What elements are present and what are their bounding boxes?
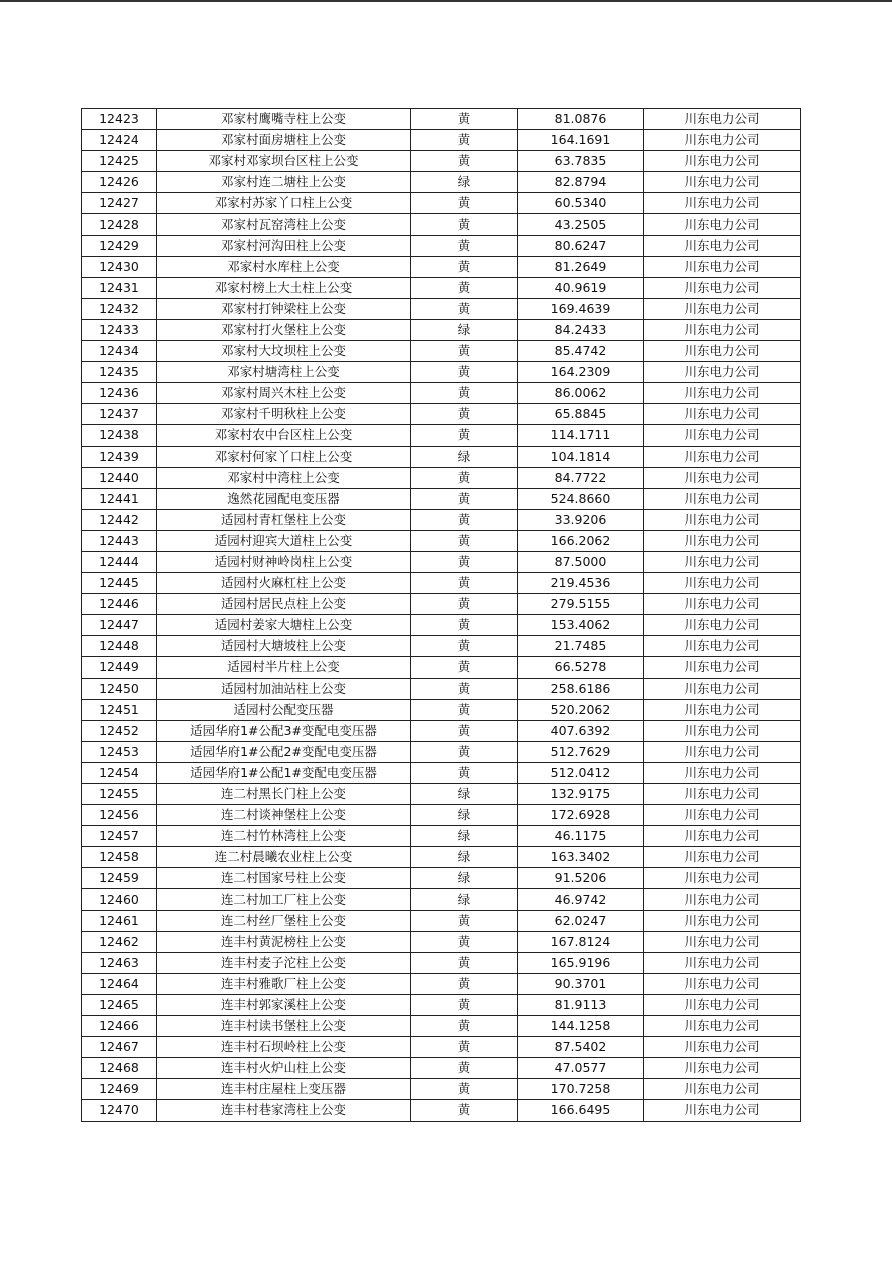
value-cell: 65.8845	[518, 404, 644, 425]
value-cell: 512.0412	[518, 762, 644, 783]
value-cell: 46.9742	[518, 889, 644, 910]
level-cell: 黄	[411, 636, 518, 657]
value-cell: 46.1175	[518, 826, 644, 847]
level-cell: 绿	[411, 805, 518, 826]
company-cell: 川东电力公司	[644, 615, 801, 636]
table-row	[82, 277, 801, 298]
level-cell: 绿	[411, 826, 518, 847]
value-cell: 33.9206	[518, 509, 644, 530]
row-id-cell: 12455	[82, 784, 157, 805]
row-id-cell: 12452	[82, 720, 157, 741]
row-id-cell: 12437	[82, 404, 157, 425]
value-cell: 169.4639	[518, 298, 644, 319]
value-cell: 219.4536	[518, 573, 644, 594]
station-name-cell: 适园村半片柱上公变	[157, 657, 411, 678]
table-row	[82, 699, 801, 720]
row-id-cell: 12456	[82, 805, 157, 826]
station-name-cell: 连二村黑长门柱上公变	[157, 784, 411, 805]
station-name-cell: 适园村迎宾大道柱上公变	[157, 530, 411, 551]
level-cell: 黄	[411, 1058, 518, 1079]
level-cell: 绿	[411, 319, 518, 340]
table-row	[82, 1058, 801, 1079]
row-id-cell: 12429	[82, 235, 157, 256]
table-row	[82, 530, 801, 551]
value-cell: 80.6247	[518, 235, 644, 256]
level-cell: 黄	[411, 741, 518, 762]
level-cell: 绿	[411, 784, 518, 805]
level-cell: 黄	[411, 573, 518, 594]
value-cell: 164.2309	[518, 362, 644, 383]
table-row	[82, 573, 801, 594]
row-id-cell: 12457	[82, 826, 157, 847]
company-cell: 川东电力公司	[644, 130, 801, 151]
level-cell: 黄	[411, 994, 518, 1015]
row-id-cell: 12463	[82, 952, 157, 973]
company-cell: 川东电力公司	[644, 1058, 801, 1079]
company-cell: 川东电力公司	[644, 235, 801, 256]
table-row	[82, 467, 801, 488]
table-row	[82, 1100, 801, 1121]
level-cell: 黄	[411, 277, 518, 298]
station-name-cell: 邓家村周兴木柱上公变	[157, 383, 411, 404]
company-cell: 川东电力公司	[644, 1037, 801, 1058]
table-row	[82, 551, 801, 572]
company-cell: 川东电力公司	[644, 573, 801, 594]
station-name-cell: 连丰村郭家溪柱上公变	[157, 994, 411, 1015]
company-cell: 川东电力公司	[644, 910, 801, 931]
company-cell: 川东电力公司	[644, 931, 801, 952]
station-name-cell: 连二村竹林湾柱上公变	[157, 826, 411, 847]
value-cell: 84.2433	[518, 319, 644, 340]
level-cell: 黄	[411, 214, 518, 235]
row-id-cell: 12432	[82, 298, 157, 319]
station-name-cell: 连丰村麦子沱柱上公变	[157, 952, 411, 973]
level-cell: 黄	[411, 910, 518, 931]
row-id-cell: 12424	[82, 130, 157, 151]
value-cell: 163.3402	[518, 847, 644, 868]
company-cell: 川东电力公司	[644, 784, 801, 805]
level-cell: 黄	[411, 720, 518, 741]
company-cell: 川东电力公司	[644, 425, 801, 446]
row-id-cell: 12428	[82, 214, 157, 235]
station-name-cell: 适园村大塘坡柱上公变	[157, 636, 411, 657]
station-name-cell: 适园村公配变压器	[157, 699, 411, 720]
table-row	[82, 657, 801, 678]
row-id-cell: 12439	[82, 446, 157, 467]
level-cell: 黄	[411, 509, 518, 530]
row-id-cell: 12460	[82, 889, 157, 910]
level-cell: 黄	[411, 383, 518, 404]
table-row	[82, 425, 801, 446]
company-cell: 川东电力公司	[644, 341, 801, 362]
table-row	[82, 889, 801, 910]
row-id-cell: 12467	[82, 1037, 157, 1058]
station-name-cell: 邓家村邓家坝台区柱上公变	[157, 151, 411, 172]
station-name-cell: 邓家村瓦窑湾柱上公变	[157, 214, 411, 235]
station-name-cell: 连二村晨曦农业柱上公变	[157, 847, 411, 868]
value-cell: 81.9113	[518, 994, 644, 1015]
table-row	[82, 720, 801, 741]
station-name-cell: 邓家村连二塘柱上公变	[157, 172, 411, 193]
level-cell: 绿	[411, 847, 518, 868]
value-cell: 82.8794	[518, 172, 644, 193]
table-row	[82, 193, 801, 214]
row-id-cell: 12459	[82, 868, 157, 889]
table-row	[82, 319, 801, 340]
company-cell: 川东电力公司	[644, 404, 801, 425]
table-row	[82, 130, 801, 151]
company-cell: 川东电力公司	[644, 636, 801, 657]
value-cell: 172.6928	[518, 805, 644, 826]
company-cell: 川东电力公司	[644, 488, 801, 509]
value-cell: 21.7485	[518, 636, 644, 657]
station-name-cell: 邓家村千明秋柱上公变	[157, 404, 411, 425]
station-name-cell: 适园华府1#公配3#变配电变压器	[157, 720, 411, 741]
station-name-cell: 适园村火麻杠柱上公变	[157, 573, 411, 594]
row-id-cell: 12458	[82, 847, 157, 868]
station-name-cell: 邓家村中湾柱上公变	[157, 467, 411, 488]
value-cell: 81.2649	[518, 256, 644, 277]
table-row	[82, 931, 801, 952]
level-cell: 黄	[411, 467, 518, 488]
company-cell: 川东电力公司	[644, 214, 801, 235]
row-id-cell: 12446	[82, 594, 157, 615]
level-cell: 绿	[411, 446, 518, 467]
table-body	[82, 109, 801, 1122]
company-cell: 川东电力公司	[644, 530, 801, 551]
level-cell: 黄	[411, 1079, 518, 1100]
row-id-cell: 12451	[82, 699, 157, 720]
value-cell: 170.7258	[518, 1079, 644, 1100]
table-row	[82, 172, 801, 193]
station-name-cell: 逸然花园配电变压器	[157, 488, 411, 509]
level-cell: 黄	[411, 594, 518, 615]
company-cell: 川东电力公司	[644, 952, 801, 973]
company-cell: 川东电力公司	[644, 678, 801, 699]
row-id-cell: 12430	[82, 256, 157, 277]
row-id-cell: 12465	[82, 994, 157, 1015]
row-id-cell: 12449	[82, 657, 157, 678]
value-cell: 104.1814	[518, 446, 644, 467]
level-cell: 绿	[411, 868, 518, 889]
value-cell: 66.5278	[518, 657, 644, 678]
table-row	[82, 952, 801, 973]
table-row	[82, 594, 801, 615]
station-name-cell: 连丰村石坝岭柱上公变	[157, 1037, 411, 1058]
row-id-cell: 12441	[82, 488, 157, 509]
level-cell: 黄	[411, 657, 518, 678]
company-cell: 川东电力公司	[644, 868, 801, 889]
company-cell: 川东电力公司	[644, 762, 801, 783]
level-cell: 黄	[411, 973, 518, 994]
table-row	[82, 741, 801, 762]
station-name-cell: 适园村财神岭岗柱上公变	[157, 551, 411, 572]
level-cell: 黄	[411, 404, 518, 425]
company-cell: 川东电力公司	[644, 109, 801, 130]
table-row	[82, 256, 801, 277]
row-id-cell: 12461	[82, 910, 157, 931]
company-cell: 川东电力公司	[644, 193, 801, 214]
company-cell: 川东电力公司	[644, 1100, 801, 1121]
company-cell: 川东电力公司	[644, 446, 801, 467]
table-row	[82, 973, 801, 994]
table-row	[82, 509, 801, 530]
row-id-cell: 12438	[82, 425, 157, 446]
station-name-cell: 邓家村大坟坝柱上公变	[157, 341, 411, 362]
table-row	[82, 214, 801, 235]
station-name-cell: 连丰村火炉山柱上公变	[157, 1058, 411, 1079]
company-cell: 川东电力公司	[644, 151, 801, 172]
row-id-cell: 12427	[82, 193, 157, 214]
table-row	[82, 805, 801, 826]
value-cell: 512.7629	[518, 741, 644, 762]
table-row	[82, 1037, 801, 1058]
table-row	[82, 615, 801, 636]
row-id-cell: 12433	[82, 319, 157, 340]
level-cell: 绿	[411, 172, 518, 193]
level-cell: 黄	[411, 530, 518, 551]
station-name-cell: 邓家村农中台区柱上公变	[157, 425, 411, 446]
company-cell: 川东电力公司	[644, 551, 801, 572]
company-cell: 川东电力公司	[644, 509, 801, 530]
value-cell: 63.7835	[518, 151, 644, 172]
row-id-cell: 12466	[82, 1016, 157, 1037]
value-cell: 279.5155	[518, 594, 644, 615]
row-id-cell: 12462	[82, 931, 157, 952]
table-row	[82, 488, 801, 509]
level-cell: 黄	[411, 615, 518, 636]
row-id-cell: 12436	[82, 383, 157, 404]
level-cell: 黄	[411, 151, 518, 172]
company-cell: 川东电力公司	[644, 172, 801, 193]
level-cell: 黄	[411, 699, 518, 720]
company-cell: 川东电力公司	[644, 467, 801, 488]
table-row	[82, 383, 801, 404]
level-cell: 黄	[411, 256, 518, 277]
value-cell: 90.3701	[518, 973, 644, 994]
level-cell: 黄	[411, 551, 518, 572]
row-id-cell: 12468	[82, 1058, 157, 1079]
station-name-cell: 适园村加油站柱上公变	[157, 678, 411, 699]
row-id-cell: 12442	[82, 509, 157, 530]
value-cell: 60.5340	[518, 193, 644, 214]
value-cell: 153.4062	[518, 615, 644, 636]
company-cell: 川东电力公司	[644, 298, 801, 319]
station-name-cell: 适园华府1#公配2#变配电变压器	[157, 741, 411, 762]
row-id-cell: 12448	[82, 636, 157, 657]
level-cell: 黄	[411, 678, 518, 699]
row-id-cell: 12447	[82, 615, 157, 636]
level-cell: 黄	[411, 298, 518, 319]
value-cell: 114.1711	[518, 425, 644, 446]
table-row	[82, 636, 801, 657]
company-cell: 川东电力公司	[644, 1079, 801, 1100]
station-name-cell: 连二村加工厂柱上公变	[157, 889, 411, 910]
value-cell: 62.0247	[518, 910, 644, 931]
value-cell: 47.0577	[518, 1058, 644, 1079]
station-name-cell: 连丰村庄屋柱上变压器	[157, 1079, 411, 1100]
company-cell: 川东电力公司	[644, 805, 801, 826]
station-name-cell: 邓家村打钟梁柱上公变	[157, 298, 411, 319]
value-cell: 144.1258	[518, 1016, 644, 1037]
level-cell: 黄	[411, 235, 518, 256]
table-row	[82, 678, 801, 699]
table-row	[82, 994, 801, 1015]
value-cell: 85.4742	[518, 341, 644, 362]
table-row	[82, 826, 801, 847]
level-cell: 黄	[411, 1016, 518, 1037]
value-cell: 84.7722	[518, 467, 644, 488]
row-id-cell: 12445	[82, 573, 157, 594]
row-id-cell: 12469	[82, 1079, 157, 1100]
table-row	[82, 151, 801, 172]
row-id-cell: 12423	[82, 109, 157, 130]
value-cell: 87.5000	[518, 551, 644, 572]
station-name-cell: 邓家村塘湾柱上公变	[157, 362, 411, 383]
row-id-cell: 12425	[82, 151, 157, 172]
value-cell: 43.2505	[518, 214, 644, 235]
company-cell: 川东电力公司	[644, 594, 801, 615]
table-row	[82, 868, 801, 889]
company-cell: 川东电力公司	[644, 994, 801, 1015]
value-cell: 165.9196	[518, 952, 644, 973]
station-name-cell: 邓家村何家丫口柱上公变	[157, 446, 411, 467]
row-id-cell: 12454	[82, 762, 157, 783]
value-cell: 407.6392	[518, 720, 644, 741]
row-id-cell: 12426	[82, 172, 157, 193]
company-cell: 川东电力公司	[644, 657, 801, 678]
level-cell: 黄	[411, 488, 518, 509]
level-cell: 黄	[411, 1100, 518, 1121]
station-name-cell: 适园华府1#公配1#变配电变压器	[157, 762, 411, 783]
table-row	[82, 784, 801, 805]
level-cell: 黄	[411, 130, 518, 151]
station-name-cell: 适园村姜家大塘柱上公变	[157, 615, 411, 636]
station-name-cell: 连丰村雅歌厂柱上公变	[157, 973, 411, 994]
station-name-cell: 适园村青杠堡柱上公变	[157, 509, 411, 530]
company-cell: 川东电力公司	[644, 741, 801, 762]
row-id-cell: 12453	[82, 741, 157, 762]
company-cell: 川东电力公司	[644, 256, 801, 277]
station-name-cell: 邓家村河沟田柱上公变	[157, 235, 411, 256]
station-name-cell: 邓家村榜上大土柱上公变	[157, 277, 411, 298]
level-cell: 黄	[411, 1037, 518, 1058]
row-id-cell: 12440	[82, 467, 157, 488]
level-cell: 黄	[411, 109, 518, 130]
level-cell: 黄	[411, 341, 518, 362]
station-name-cell: 连二村谈神堡柱上公变	[157, 805, 411, 826]
level-cell: 黄	[411, 362, 518, 383]
company-cell: 川东电力公司	[644, 383, 801, 404]
value-cell: 132.9175	[518, 784, 644, 805]
table-row	[82, 446, 801, 467]
station-name-cell: 邓家村面房塘柱上公变	[157, 130, 411, 151]
table-row	[82, 362, 801, 383]
company-cell: 川东电力公司	[644, 720, 801, 741]
row-id-cell: 12450	[82, 678, 157, 699]
level-cell: 黄	[411, 931, 518, 952]
value-cell: 524.8660	[518, 488, 644, 509]
company-cell: 川东电力公司	[644, 889, 801, 910]
value-cell: 167.8124	[518, 931, 644, 952]
company-cell: 川东电力公司	[644, 277, 801, 298]
row-id-cell: 12431	[82, 277, 157, 298]
table-row	[82, 910, 801, 931]
value-cell: 520.2062	[518, 699, 644, 720]
station-name-cell: 邓家村苏家丫口柱上公变	[157, 193, 411, 214]
station-name-cell: 邓家村水库柱上公变	[157, 256, 411, 277]
table-row	[82, 1016, 801, 1037]
row-id-cell: 12435	[82, 362, 157, 383]
table-row	[82, 341, 801, 362]
table-row	[82, 762, 801, 783]
value-cell: 40.9619	[518, 277, 644, 298]
company-cell: 川东电力公司	[644, 699, 801, 720]
station-name-cell: 连二村国家号柱上公变	[157, 868, 411, 889]
station-name-cell: 连丰村黄泥榜柱上公变	[157, 931, 411, 952]
row-id-cell: 12464	[82, 973, 157, 994]
level-cell: 黄	[411, 425, 518, 446]
data-table	[81, 108, 801, 1122]
table-row	[82, 1079, 801, 1100]
station-name-cell: 连二村丝厂堡柱上公变	[157, 910, 411, 931]
level-cell: 黄	[411, 952, 518, 973]
level-cell: 黄	[411, 193, 518, 214]
station-name-cell: 连丰村读书堡柱上公变	[157, 1016, 411, 1037]
value-cell: 164.1691	[518, 130, 644, 151]
value-cell: 91.5206	[518, 868, 644, 889]
row-id-cell: 12434	[82, 341, 157, 362]
value-cell: 166.2062	[518, 530, 644, 551]
row-id-cell: 12470	[82, 1100, 157, 1121]
company-cell: 川东电力公司	[644, 973, 801, 994]
table-row	[82, 109, 801, 130]
station-name-cell: 邓家村鹰嘴寺柱上公变	[157, 109, 411, 130]
page-top-border	[0, 0, 892, 2]
level-cell: 绿	[411, 889, 518, 910]
station-name-cell: 邓家村打火堡柱上公变	[157, 319, 411, 340]
station-name-cell: 连丰村巷家湾柱上公变	[157, 1100, 411, 1121]
value-cell: 86.0062	[518, 383, 644, 404]
value-cell: 87.5402	[518, 1037, 644, 1058]
company-cell: 川东电力公司	[644, 362, 801, 383]
table-row	[82, 404, 801, 425]
value-cell: 166.6495	[518, 1100, 644, 1121]
table-row	[82, 298, 801, 319]
value-cell: 258.6186	[518, 678, 644, 699]
table-row	[82, 235, 801, 256]
value-cell: 81.0876	[518, 109, 644, 130]
company-cell: 川东电力公司	[644, 826, 801, 847]
table-row	[82, 847, 801, 868]
company-cell: 川东电力公司	[644, 1016, 801, 1037]
row-id-cell: 12443	[82, 530, 157, 551]
level-cell: 黄	[411, 762, 518, 783]
station-name-cell: 适园村居民点柱上公变	[157, 594, 411, 615]
row-id-cell: 12444	[82, 551, 157, 572]
company-cell: 川东电力公司	[644, 847, 801, 868]
company-cell: 川东电力公司	[644, 319, 801, 340]
